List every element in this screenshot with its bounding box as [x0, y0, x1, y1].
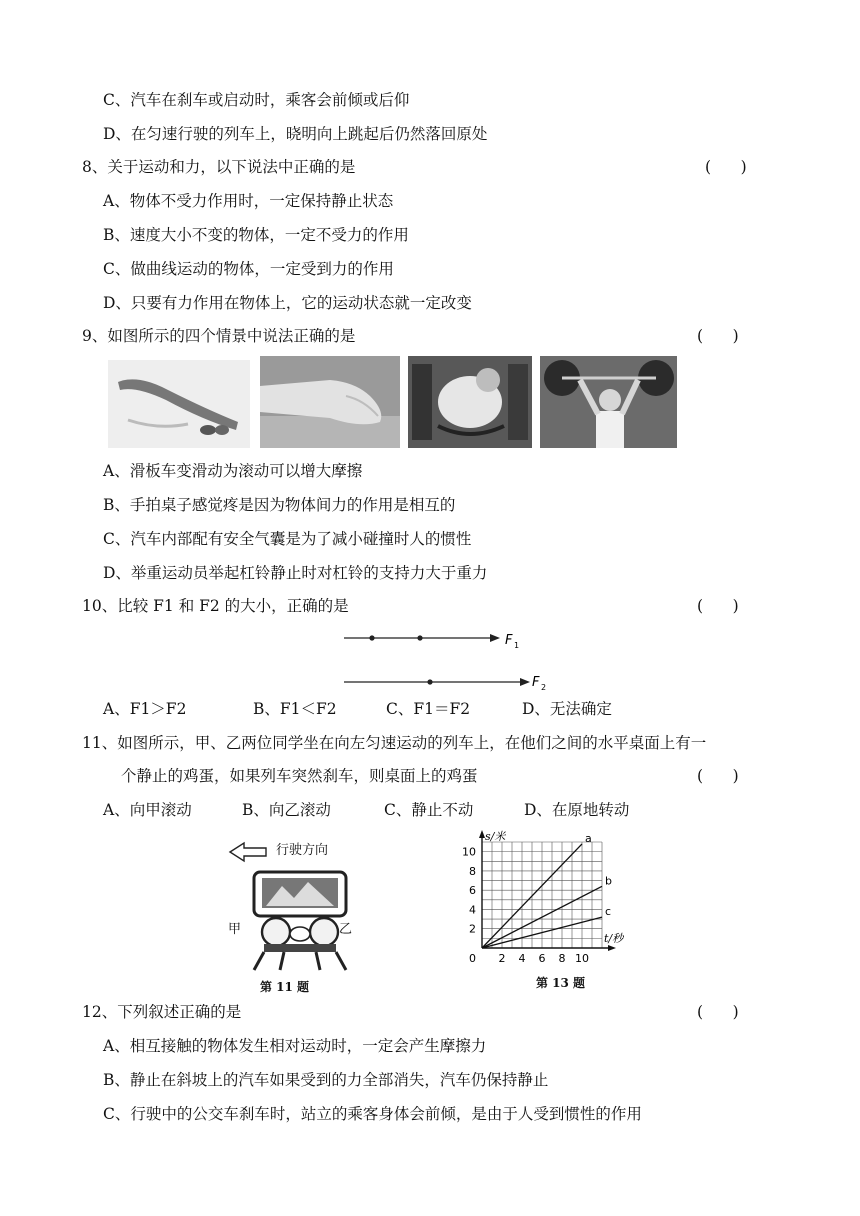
q8-stem: 8、关于运动和力，以下说法中正确的是 [82, 158, 356, 176]
q9-option-c: C、汽车内部配有安全气囊是为了减小碰撞时人的惯性 [103, 530, 472, 548]
force-arrows-figure [342, 626, 562, 690]
direction-label: 行驶方向 [276, 843, 329, 858]
q9-stem: 9、如图所示的四个情景中说法正确的是 [82, 327, 356, 345]
y-tick-label: 8 [469, 864, 476, 878]
st-graph [458, 828, 628, 988]
direction-arrow-icon [230, 843, 266, 861]
q7-option-c: C、汽车在刹车或启动时，乘客会前倾或后仰 [103, 91, 410, 109]
f1-subscript: 1 [514, 641, 520, 650]
q9-option-d: D、举重运动员举起杠铃静止时对杠铃的支持力大于重力 [103, 564, 488, 582]
x-axis-label: t/秒 [604, 932, 624, 945]
y-tick-label: 6 [469, 884, 476, 898]
q12-option-b: B、静止在斜坡上的汽车如果受到的力全部消失，汽车仍保持静止 [103, 1071, 549, 1089]
car-airbag-photo [408, 356, 532, 448]
f2-label: F [532, 675, 540, 690]
q10-option-c: C、F1＝F2 [386, 700, 471, 718]
y-axis-label: s/米 [485, 830, 506, 843]
q8-option-a: A、物体不受力作用时，一定保持静止状态 [103, 192, 394, 210]
x-tick-label: 2 [498, 952, 506, 965]
x-tick-label: 6 [538, 952, 546, 965]
student-jia-label: 甲 [228, 922, 242, 937]
q10-option-a: A、F1＞F2 [103, 700, 187, 718]
q8-option-c: C、做曲线运动的物体，一定受到力的作用 [103, 260, 394, 278]
f1-arrow [344, 634, 500, 642]
series-label-a: a [585, 831, 592, 845]
weightlifter-photo [540, 356, 677, 448]
q7-option-d: D、在匀速行驶的列车上，晓明向上跳起后仍然落回原处 [103, 125, 488, 143]
y-tick-label: 2 [469, 922, 476, 936]
origin-label: 0 [469, 952, 476, 965]
f1-label: F [505, 633, 513, 648]
q8-option-b: B、速度大小不变的物体，一定不受力的作用 [103, 226, 409, 244]
q9-answer-paren: ( ) [697, 327, 739, 345]
y-tick-label: 4 [469, 903, 476, 917]
q12-option-a: A、相互接触的物体发生相对运动时，一定会产生摩擦力 [103, 1037, 487, 1055]
q8-option-d: D、只要有力作用在物体上，它的运动状态就一定改变 [103, 294, 472, 312]
q11-option-a: A、向甲滚动 [103, 801, 192, 819]
y-tick-label: 10 [462, 845, 476, 859]
q12-stem: 12、下列叙述正确的是 [82, 1003, 242, 1021]
x-axis-arrowhead [608, 945, 616, 951]
student-yi-label: 乙 [339, 922, 353, 937]
f2-arrow [344, 678, 530, 686]
st-axes [479, 830, 616, 951]
f2-subscript: 2 [541, 683, 547, 690]
q12-option-c: C、行驶中的公交车刹车时，站立的乘客身体会前倾，是由于人受到惯性的作用 [103, 1105, 642, 1123]
q11-figure [224, 836, 360, 996]
q10-option-d: D、无法确定 [522, 700, 612, 718]
q11-option-d: D、在原地转动 [524, 801, 630, 819]
q12-answer-paren: ( ) [697, 1003, 739, 1021]
series-label-c: c [605, 905, 612, 919]
x-tick-label: 4 [518, 952, 526, 965]
q10-option-b: B、F1＜F2 [253, 700, 337, 718]
q11-option-b: B、向乙滚动 [242, 801, 331, 819]
q11-stem-line2: 个静止的鸡蛋，如果列车突然刹车，则桌面上的鸡蛋 [121, 767, 478, 785]
q10-stem: 10、比较 F1 和 F2 的大小，正确的是 [82, 597, 349, 615]
series-label-b: b [605, 874, 612, 888]
skateboard-photo [108, 360, 250, 448]
q10-answer-paren: ( ) [697, 597, 739, 615]
st-labels [462, 830, 625, 965]
hand-slapping-table-photo [260, 356, 400, 448]
q11-answer-paren: ( ) [697, 767, 739, 785]
x-tick-label: 10 [575, 952, 589, 965]
q9-option-a: A、滑板车变滑动为滚动可以增大摩擦 [103, 462, 363, 480]
q11-stem-line1: 11、如图所示，甲、乙两位同学坐在向左匀速运动的列车上，在他们之间的水平桌面上有一 [82, 734, 707, 752]
q11-option-c: C、静止不动 [384, 801, 474, 819]
q11-figure-caption: 第 11 题 [260, 980, 310, 994]
q8-answer-paren: ( ) [705, 158, 747, 176]
q13-figure-caption: 第 13 题 [536, 976, 586, 990]
x-tick-label: 8 [558, 952, 566, 965]
q9-option-b: B、手拍桌子感觉疼是因为物体间力的作用是相互的 [103, 496, 456, 514]
